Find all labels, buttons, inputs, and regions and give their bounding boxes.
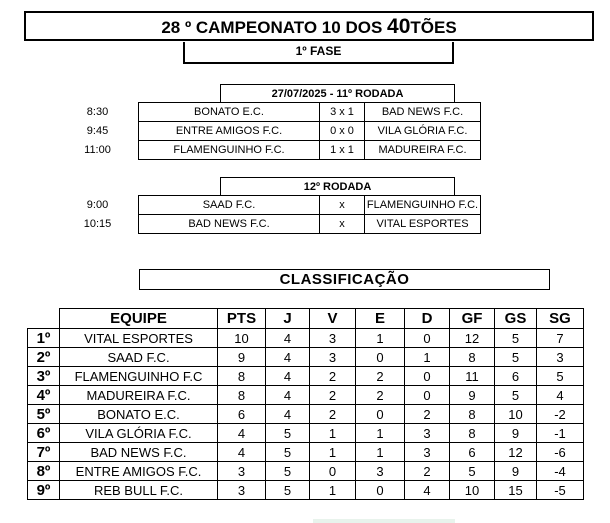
game-row xyxy=(57,103,481,122)
away-team: FLAMENGUINHO F.C. xyxy=(365,196,481,215)
standings-row xyxy=(28,386,584,405)
sg-cell: 5 xyxy=(537,367,584,386)
phase-label: 1º FASE xyxy=(183,42,454,64)
game-score: 0 x 0 xyxy=(320,122,365,141)
v-cell: 3 xyxy=(310,329,356,348)
game-time: 9:00 xyxy=(86,199,109,211)
d-cell: 0 xyxy=(405,386,450,405)
standings-title: CLASSIFICAÇÃO xyxy=(139,269,550,290)
game-time: 9:45 xyxy=(86,125,109,137)
j-cell: 4 xyxy=(266,348,310,367)
team-cell: BONATO E.C. xyxy=(60,405,218,424)
v-cell: 2 xyxy=(310,405,356,424)
col-pts-header: PTS xyxy=(218,309,266,329)
v-cell: 0 xyxy=(310,462,356,481)
col-v-header: V xyxy=(310,309,356,329)
sg-cell: 7 xyxy=(537,329,584,348)
home-team: ENTRE AMIGOS F.C. xyxy=(139,122,320,141)
sg-cell: 4 xyxy=(537,386,584,405)
d-cell: 4 xyxy=(405,481,450,500)
standings-row xyxy=(28,329,584,348)
gf-cell: 12 xyxy=(450,329,495,348)
e-cell: 1 xyxy=(356,424,405,443)
standings-row xyxy=(28,481,584,500)
position-cell: 8º xyxy=(28,462,60,481)
sg-cell: -2 xyxy=(537,405,584,424)
team-cell: FLAMENGUINHO F.C xyxy=(60,367,218,386)
col-j-header: J xyxy=(266,309,310,329)
title-prefix: 28 º CAMPEONATO 10 DOS xyxy=(161,18,388,37)
team-cell: BAD NEWS F.C. xyxy=(60,443,218,462)
team-cell: SAAD F.C. xyxy=(60,348,218,367)
v-cell: 3 xyxy=(310,348,356,367)
e-cell: 2 xyxy=(356,386,405,405)
pts-cell: 3 xyxy=(218,462,266,481)
j-cell: 5 xyxy=(266,462,310,481)
standings-row xyxy=(28,348,584,367)
game-time: 10:15 xyxy=(83,218,112,230)
team-cell: ENTRE AMIGOS F.C. xyxy=(60,462,218,481)
gs-cell: 5 xyxy=(495,329,537,348)
round-11-games-table xyxy=(57,102,481,160)
e-cell: 0 xyxy=(356,481,405,500)
away-team: MADUREIRA F.C. xyxy=(365,141,481,160)
gf-cell: 11 xyxy=(450,367,495,386)
team-cell: REB BULL F.C. xyxy=(60,481,218,500)
pts-cell: 9 xyxy=(218,348,266,367)
gf-cell: 5 xyxy=(450,462,495,481)
v-cell: 2 xyxy=(310,386,356,405)
v-cell: 1 xyxy=(310,481,356,500)
d-cell: 3 xyxy=(405,424,450,443)
pts-cell: 3 xyxy=(218,481,266,500)
position-cell: 2º xyxy=(28,348,60,367)
gs-cell: 9 xyxy=(495,462,537,481)
col-sg-header: SG xyxy=(537,309,584,329)
col-d-header: D xyxy=(405,309,450,329)
v-cell: 2 xyxy=(310,367,356,386)
gf-cell: 8 xyxy=(450,424,495,443)
e-cell: 3 xyxy=(356,462,405,481)
j-cell: 4 xyxy=(266,329,310,348)
position-cell: 7º xyxy=(28,443,60,462)
pts-cell: 8 xyxy=(218,386,266,405)
position-cell: 3º xyxy=(28,367,60,386)
d-cell: 2 xyxy=(405,462,450,481)
away-team: VITAL ESPORTES xyxy=(365,215,481,234)
j-cell: 5 xyxy=(266,424,310,443)
col-gf-header: GF xyxy=(450,309,495,329)
j-cell: 4 xyxy=(266,405,310,424)
championship-title xyxy=(24,11,594,41)
gs-cell: 6 xyxy=(495,367,537,386)
standings-row xyxy=(28,424,584,443)
team-cell: VILA GLÓRIA F.C. xyxy=(60,424,218,443)
position-cell: 6º xyxy=(28,424,60,443)
gs-cell: 5 xyxy=(495,386,537,405)
gs-cell: 5 xyxy=(495,348,537,367)
game-score: x xyxy=(320,215,365,234)
col-gs-header: GS xyxy=(495,309,537,329)
j-cell: 5 xyxy=(266,481,310,500)
round-12-heading: 12º RODADA xyxy=(220,177,455,196)
gs-cell: 12 xyxy=(495,443,537,462)
footer-strip xyxy=(313,519,455,523)
position-header xyxy=(28,309,60,329)
d-cell: 2 xyxy=(405,405,450,424)
game-time: 8:30 xyxy=(86,106,109,118)
away-team: BAD NEWS F.C. xyxy=(365,103,481,122)
gf-cell: 8 xyxy=(450,348,495,367)
game-score: 1 x 1 xyxy=(320,141,365,160)
game-row xyxy=(57,215,481,234)
home-team: SAAD F.C. xyxy=(139,196,320,215)
pts-cell: 4 xyxy=(218,424,266,443)
v-cell: 1 xyxy=(310,443,356,462)
j-cell: 5 xyxy=(266,443,310,462)
col-team-header: EQUIPE xyxy=(60,309,218,329)
position-cell: 1º xyxy=(28,329,60,348)
gf-cell: 9 xyxy=(450,386,495,405)
gf-cell: 6 xyxy=(450,443,495,462)
e-cell: 1 xyxy=(356,443,405,462)
gf-cell: 10 xyxy=(450,481,495,500)
col-e-header: E xyxy=(356,309,405,329)
game-row xyxy=(57,196,481,215)
standings-row xyxy=(28,443,584,462)
away-team: VILA GLÓRIA F.C. xyxy=(365,122,481,141)
title-number: 40 xyxy=(387,15,411,38)
sg-cell: -6 xyxy=(537,443,584,462)
standings-row xyxy=(28,367,584,386)
v-cell: 1 xyxy=(310,424,356,443)
pts-cell: 4 xyxy=(218,443,266,462)
gf-cell: 8 xyxy=(450,405,495,424)
round-11-heading: 27/07/2025 - 11º RODADA xyxy=(220,84,455,103)
pts-cell: 8 xyxy=(218,367,266,386)
d-cell: 0 xyxy=(405,367,450,386)
game-time: 11:00 xyxy=(84,144,111,156)
position-cell: 5º xyxy=(28,405,60,424)
pts-cell: 10 xyxy=(218,329,266,348)
round-12-games-table xyxy=(57,195,481,234)
game-row xyxy=(57,141,481,160)
j-cell: 4 xyxy=(266,367,310,386)
pts-cell: 6 xyxy=(218,405,266,424)
home-team: FLAMENGUINHO F.C. xyxy=(139,141,320,160)
sg-cell: -5 xyxy=(537,481,584,500)
e-cell: 0 xyxy=(356,348,405,367)
title-suffix: TÕES xyxy=(410,18,457,37)
e-cell: 1 xyxy=(356,329,405,348)
team-cell: VITAL ESPORTES xyxy=(60,329,218,348)
game-row xyxy=(57,122,481,141)
sg-cell: -4 xyxy=(537,462,584,481)
e-cell: 2 xyxy=(356,367,405,386)
gs-cell: 10 xyxy=(495,405,537,424)
e-cell: 0 xyxy=(356,405,405,424)
game-score: x xyxy=(320,196,365,215)
home-team: BAD NEWS F.C. xyxy=(139,215,320,234)
position-cell: 9º xyxy=(28,481,60,500)
gs-cell: 9 xyxy=(495,424,537,443)
standings-row xyxy=(28,462,584,481)
standings-row xyxy=(28,405,584,424)
standings-table xyxy=(27,308,584,500)
d-cell: 1 xyxy=(405,348,450,367)
team-cell: MADUREIRA F.C. xyxy=(60,386,218,405)
d-cell: 3 xyxy=(405,443,450,462)
d-cell: 0 xyxy=(405,329,450,348)
home-team: BONATO E.C. xyxy=(139,103,320,122)
j-cell: 4 xyxy=(266,386,310,405)
standings-header-row xyxy=(28,309,584,329)
game-score: 3 x 1 xyxy=(320,103,365,122)
gs-cell: 15 xyxy=(495,481,537,500)
sg-cell: 3 xyxy=(537,348,584,367)
position-cell: 4º xyxy=(28,386,60,405)
sg-cell: -1 xyxy=(537,424,584,443)
